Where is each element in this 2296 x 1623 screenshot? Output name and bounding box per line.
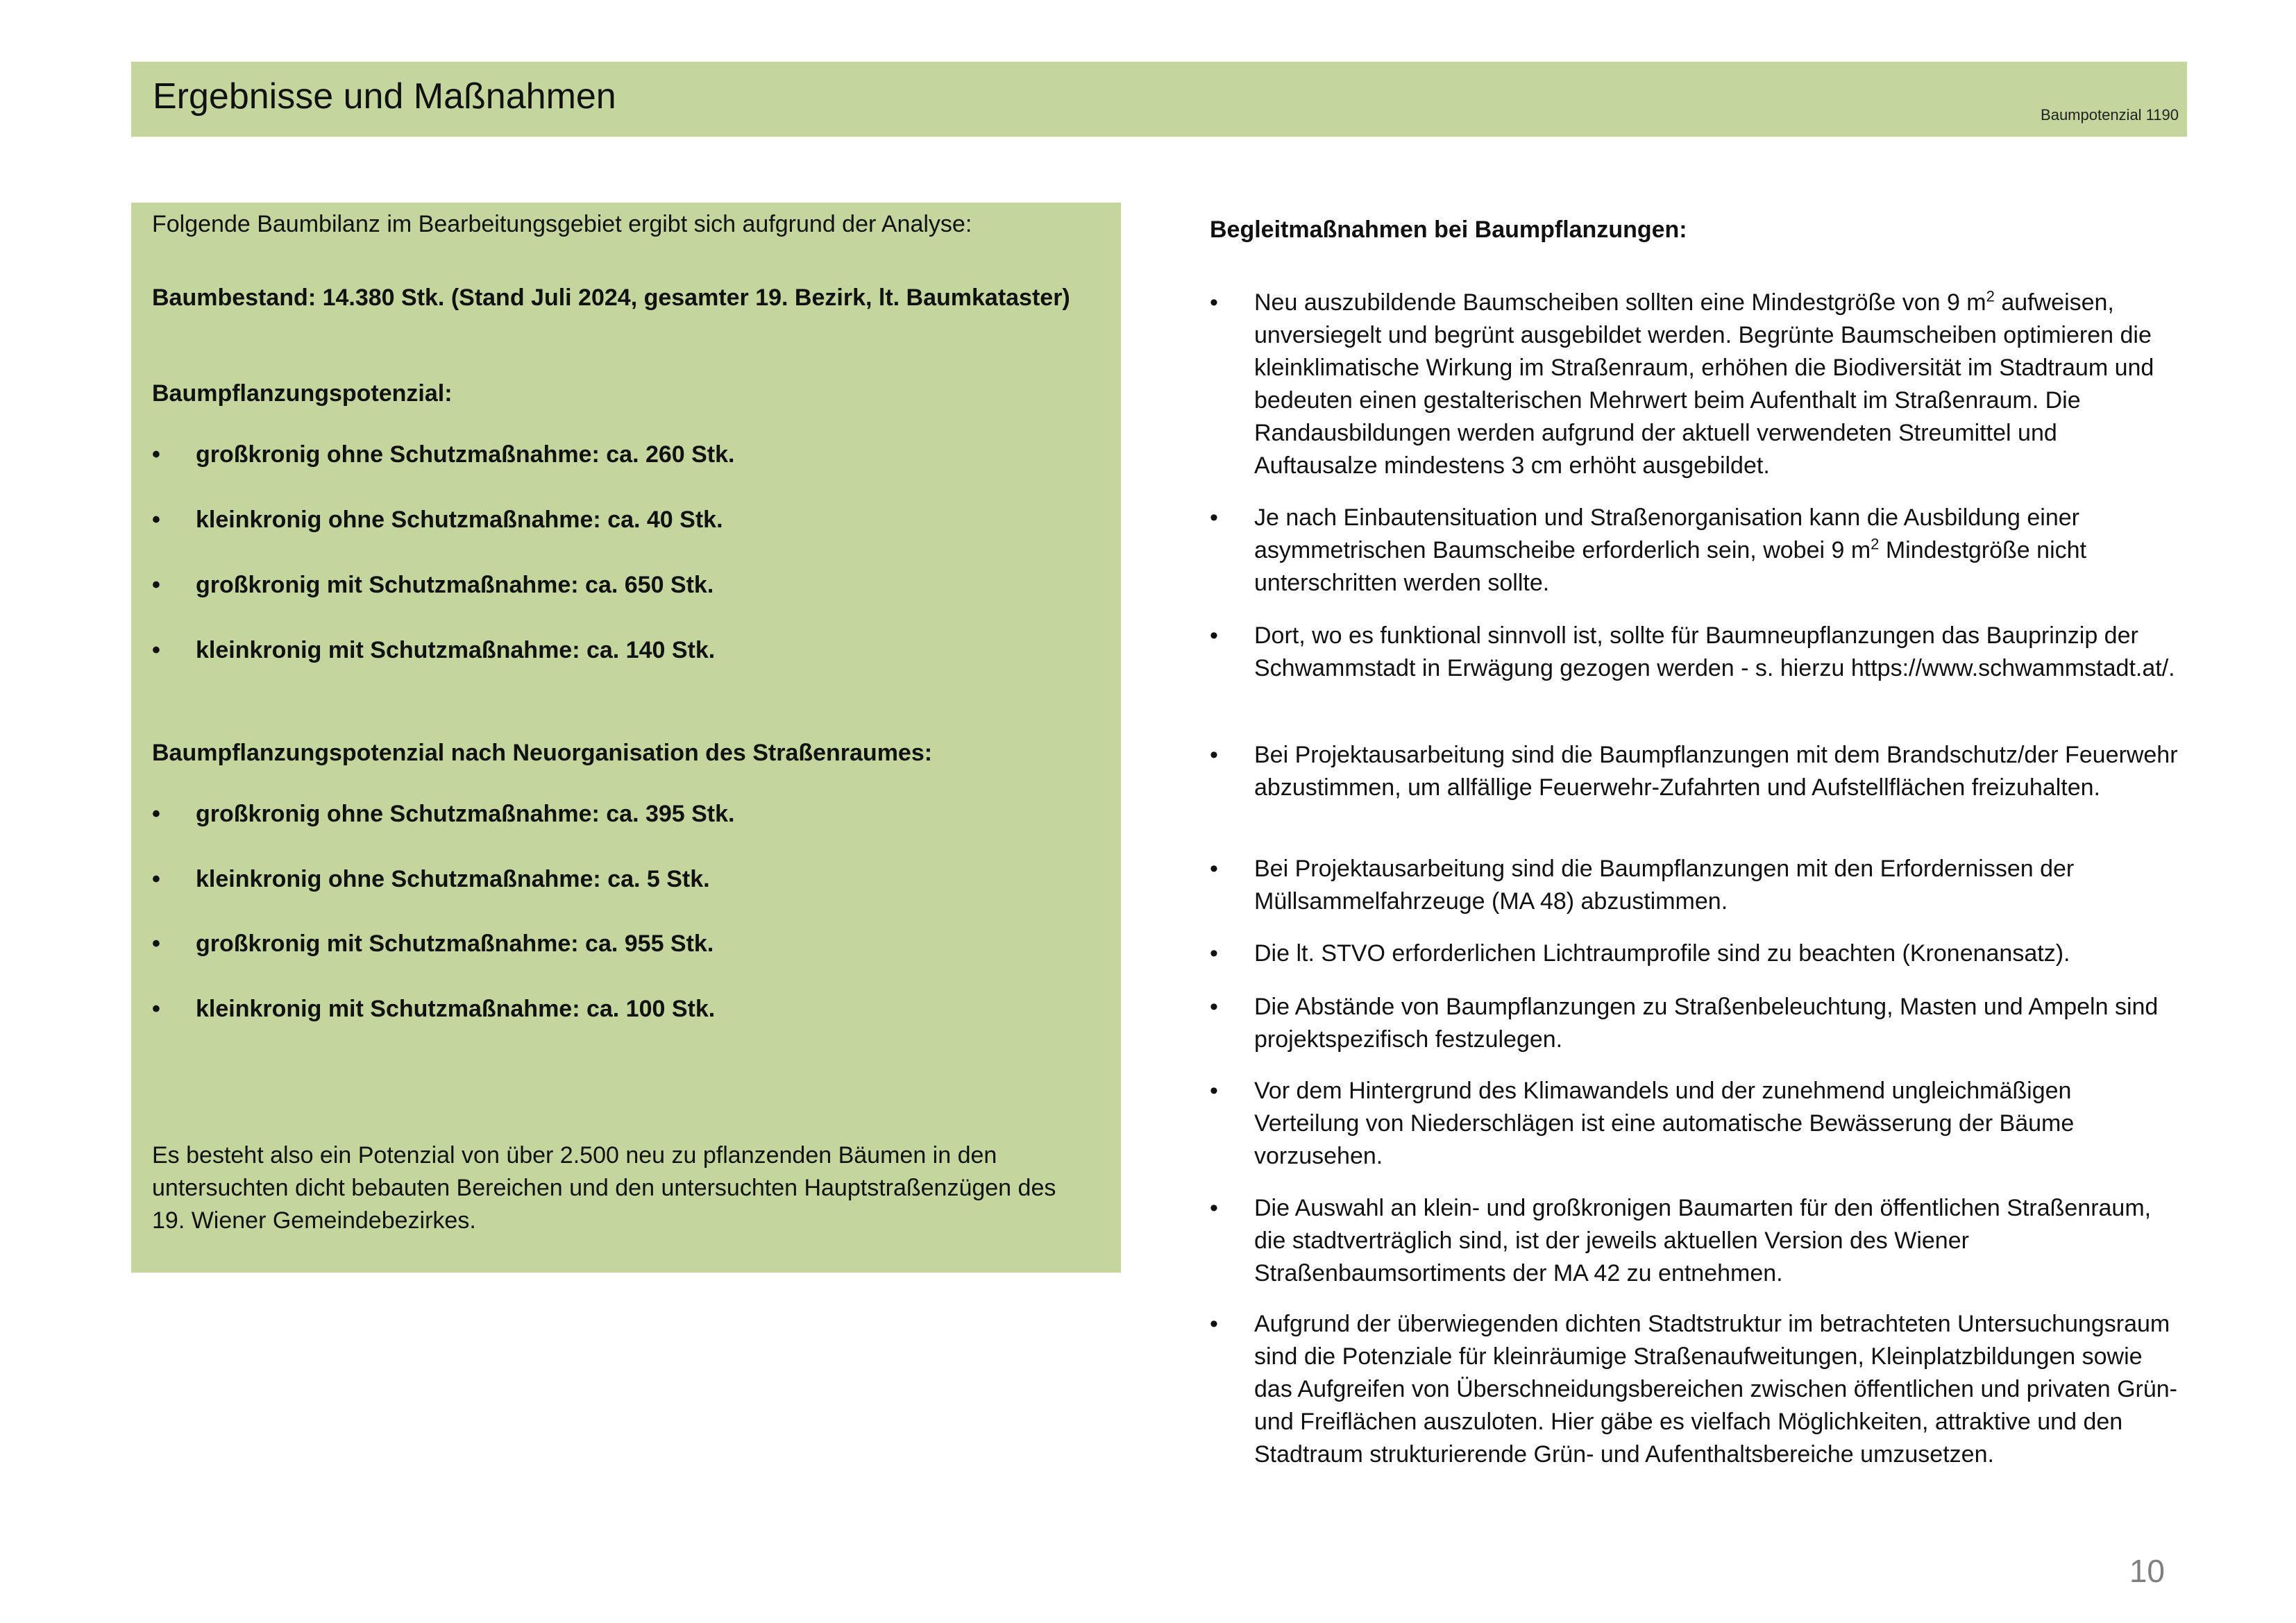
bullet-icon: • xyxy=(1210,742,1218,768)
list-item-label: großkronig ohne Schutzmaßnahme: ca. 260 Stk. xyxy=(196,441,735,468)
list-item-label: Dort, wo es funktional sinnvoll ist, sollte für Baumneupflanzungen das Bauprinzip der Schwammstadt in Erwägung gezogen werden - s. hierzu https://www.schwammstadt.at/. xyxy=(1254,622,2175,681)
list-item-label: Die Abstände von Baumpflanzungen zu Straßenbeleuchtung, Masten und Ampeln sind projektspezifisch festzulegen. xyxy=(1254,994,2159,1053)
list-item-label: kleinkronig ohne Schutzmaßnahme: ca. 5 Stk. xyxy=(196,866,710,892)
list-item-label: großkronig ohne Schutzmaßnahme: ca. 395 Stk. xyxy=(196,801,735,827)
bullet-icon: • xyxy=(152,441,160,468)
page-title: Ergebnisse und Maßnahmen xyxy=(153,76,616,117)
bullet-icon: • xyxy=(1210,1311,1218,1337)
list-item-label: großkronig mit Schutzmaßnahme: ca. 955 Stk. xyxy=(196,931,714,957)
header-bar xyxy=(131,62,2187,137)
list-item-label: Bei Projektausarbeitung sind die Baumpflanzungen mit den Erfordernissen der Müllsammelfahrzeuge (MA 48) abzustimmen. xyxy=(1254,856,2075,915)
intro-text: Folgende Baumbilanz im Bearbeitungsgebiet ergibt sich aufgrund der Analyse: xyxy=(152,211,972,237)
bullet-icon: • xyxy=(1210,940,1218,967)
list-item-label: großkronig mit Schutzmaßnahme: ca. 650 Stk. xyxy=(196,572,714,598)
bullet-icon: • xyxy=(1210,994,1218,1020)
bullet-icon: • xyxy=(1210,856,1218,882)
list-item-label: Die Auswahl an klein- und großkronigen Baumarten für den öffentlichen Straßenraum, die stadtverträglich sind, ist der jeweils aktuellen Version des Wiener Straßenbaumsortiments der MA 42 zu entnehmen. xyxy=(1254,1195,2152,1286)
bullet-icon: • xyxy=(152,931,160,957)
list-item-label: kleinkronig mit Schutzmaßnahme: ca. 100 Stk. xyxy=(196,996,716,1022)
bullet-icon: • xyxy=(1210,289,1218,316)
list-item-label: Aufgrund der überwiegenden dichten Stadtstruktur im betrachteten Untersuchungsraum sind die Potenziale für kleinräumige Straßenaufweitungen, Kleinplatzbildungen sowie das Aufgreifen von Überschneidungsbereichen zwischen öffentlichen und privaten Grün- und Freiflächen auszuloten. Hier gäbe es vielfach Möglichkeiten, attraktive und den Stadtraum strukturierende Grün- und Aufenthaltsbereiche umzusetzen. xyxy=(1254,1311,2177,1468)
list-item-label: kleinkronig ohne Schutzmaßnahme: ca. 40 Stk. xyxy=(196,507,723,533)
bullet-icon: • xyxy=(152,507,160,533)
bullet-icon: • xyxy=(1210,622,1218,649)
tree-stock-text: Baumbestand: 14.380 Stk. (Stand Juli 2024, gesamter 19. Bezirk, lt. Baumkataster) xyxy=(152,284,1070,311)
planting-potential-heading: Baumpflanzungspotenzial: xyxy=(152,380,453,407)
page-number: 10 xyxy=(2129,1553,2165,1589)
bullet-icon: • xyxy=(1210,1195,1218,1221)
list-item-label: kleinkronig mit Schutzmaßnahme: ca. 140 Stk. xyxy=(196,637,716,663)
bullet-icon: • xyxy=(1210,1078,1218,1104)
bullet-icon: • xyxy=(152,637,160,663)
bullet-icon: • xyxy=(152,801,160,827)
bullet-icon: • xyxy=(152,572,160,598)
list-item-label: Je nach Einbautensituation und Straßenorganisation kann die Ausbildung einer asymmetrischen Baumscheibe erforderlich sein, wobei 9 $m^2$ Mindestgröße nicht unterschritten werden sollte. xyxy=(1254,504,2086,596)
list-item-label: Vor dem Hintergrund des Klimawandels und der zunehmend ungleichmäßigen Verteilung von Niederschlägen ist eine automatische Bewässerung der Bäume vorzusehen. xyxy=(1254,1078,2075,1169)
bullet-icon: • xyxy=(1210,504,1218,531)
conclusion-text: Es besteht also ein Potenzial von über 2.500 neu zu pflanzenden Bäumen in den untersuchten dicht bebauten Bereichen und den untersuchten Hauptstraßenzügen des 19. Wiener Gemeindebezirkes. xyxy=(152,1142,1056,1234)
reorganisation-potential-heading: Baumpflanzungspotenzial nach Neuorganisation des Straßenraumes: xyxy=(152,740,933,766)
tree-balance-box xyxy=(131,203,1121,1273)
bullet-icon: • xyxy=(152,866,160,892)
accompanying-measures-heading: Begleitmaßnahmen bei Baumpflanzungen: xyxy=(1210,216,1687,243)
list-item-label: Bei Projektausarbeitung sind die Baumpflanzungen mit dem Brandschutz/der Feuerwehr abzustimmen, um allfällige Feuerwehr-Zufahrten und Aufstellflächen freizuhalten. xyxy=(1254,742,2178,801)
list-item-label: Neu auszubildende Baumscheiben sollten eine Mindestgröße von 9 $m^2$ aufweisen, unversiegelt und begrünt ausgebildet werden. Begrünte Baumscheiben optimieren die kleinklimatische Wirkung im Straßenraum, erhöhen die Biodiversität im Stadtraum und bedeuten einen gestalterischen Mehrwert beim Aufenthalt im Straßenraum. Die Randausbildungen werden aufgrund der aktuell verwendeten Streumittel und Auftausalze mindestens 3 cm erhöht ausgebildet. xyxy=(1254,287,2154,479)
list-item-label: Die lt. STVO erforderlichen Lichtraumprofile sind zu beachten (Kronenansatz). xyxy=(1254,940,2070,967)
header-subtitle: Baumpotenzial 1190 xyxy=(2041,106,2179,124)
bullet-icon: • xyxy=(152,996,160,1022)
